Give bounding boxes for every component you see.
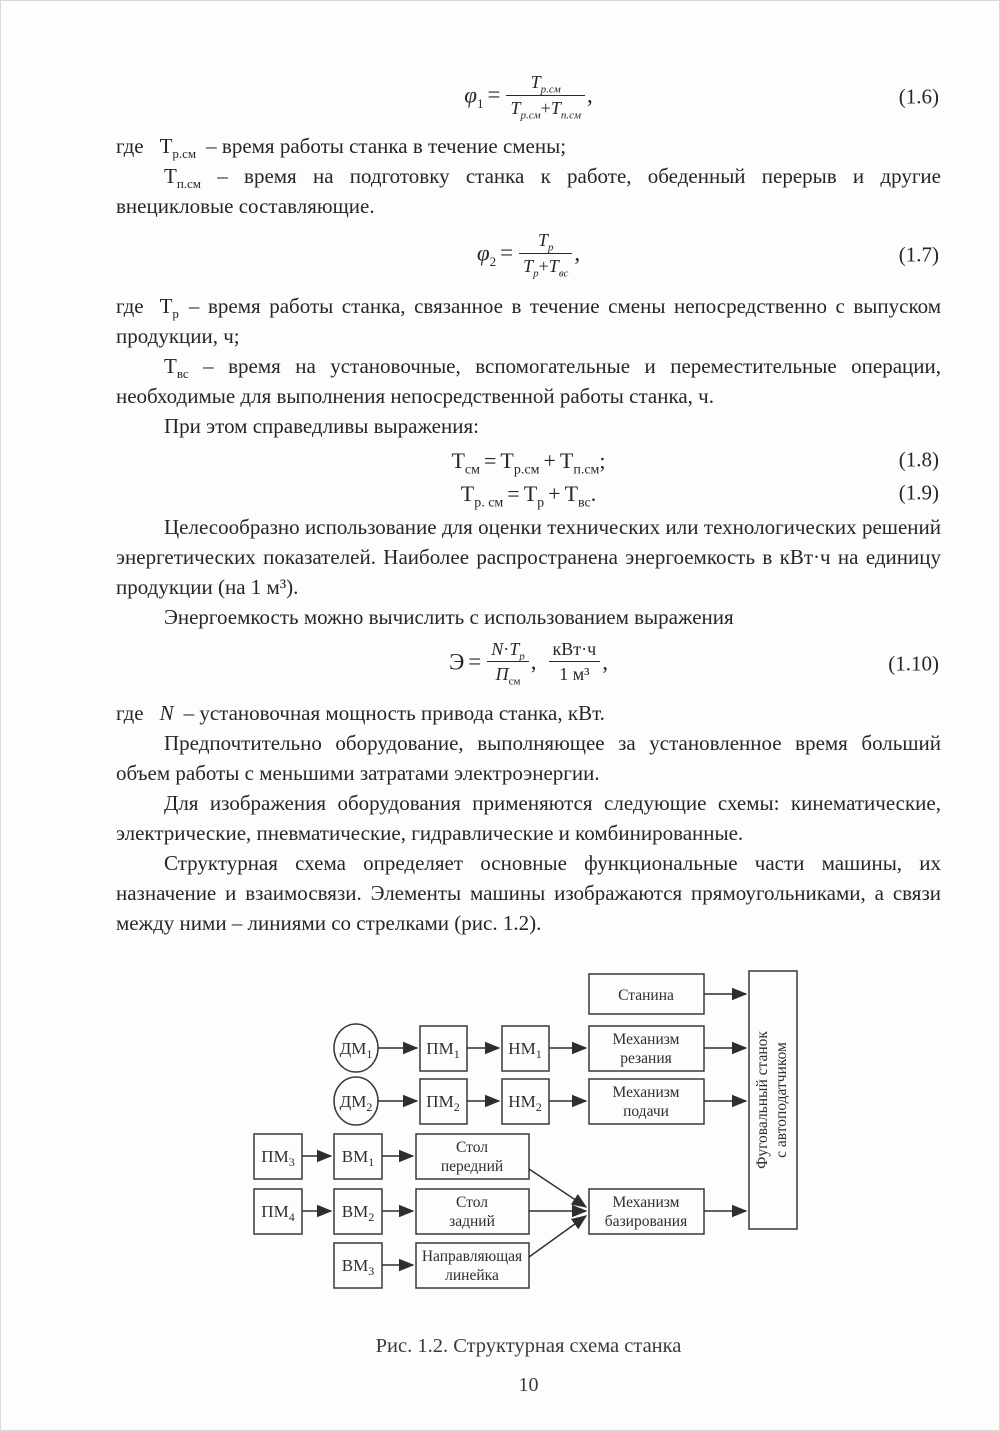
label-nm1: $НМ_1$ bbox=[508, 1038, 542, 1061]
formula-var: П bbox=[495, 664, 509, 685]
formula-subscript: р bbox=[537, 495, 545, 511]
formula-subscript: вс bbox=[176, 366, 189, 382]
formula-var: T bbox=[548, 255, 559, 276]
label-napravlyayushchaya-1: Направляющая bbox=[421, 1247, 523, 1265]
equation-1-8-body bbox=[451, 447, 606, 478]
punctuation: , bbox=[574, 240, 581, 266]
diagram-boxes bbox=[254, 971, 797, 1288]
equals-sign: = bbox=[507, 480, 520, 506]
label-vm2: $ВМ_2$ bbox=[341, 1201, 375, 1224]
formula-subscript: п.см bbox=[573, 462, 600, 478]
label-pm3: $ПМ_3$ bbox=[261, 1146, 295, 1169]
fraction-numerator bbox=[487, 638, 529, 663]
equation-1-6 bbox=[116, 73, 941, 121]
label-stol-peredniy-2: передний bbox=[440, 1157, 504, 1175]
equals-sign: = bbox=[468, 649, 482, 675]
formula-subscript: р.см bbox=[520, 109, 541, 122]
equation-1-10-body bbox=[449, 640, 608, 688]
formula-var: N bbox=[491, 638, 504, 659]
plus-sign: + bbox=[543, 447, 556, 473]
fraction-denominator: 1 м³ bbox=[559, 664, 590, 685]
equals-sign: = bbox=[487, 82, 501, 108]
equation-1-7-body bbox=[477, 231, 580, 279]
label-mech-bazirovaniya-1: Механизм bbox=[612, 1193, 680, 1211]
plus-sign: + bbox=[540, 97, 551, 118]
label-mech-podachi-1: Механизм bbox=[612, 1083, 680, 1101]
formula-var: Э bbox=[449, 649, 465, 675]
label-vm1: $ВМ_1$ bbox=[341, 1146, 375, 1169]
label-pm4: $ПМ_4$ bbox=[261, 1201, 295, 1224]
formula-var: N bbox=[159, 700, 174, 725]
formula-subscript: см bbox=[464, 462, 480, 478]
formula-var: T bbox=[510, 97, 521, 118]
definition-text: – время работы станка в течение смены; bbox=[206, 134, 567, 158]
fraction-denominator bbox=[519, 254, 572, 278]
equals-sign: = bbox=[484, 447, 497, 473]
paragraph-where-t-r bbox=[116, 291, 941, 351]
label-pm1: $ПМ_1$ bbox=[426, 1038, 460, 1061]
equals-sign: = bbox=[500, 240, 514, 266]
arrow-stol-peredniy-bazirovaniya bbox=[529, 1169, 586, 1207]
formula-subscript: п.см bbox=[560, 109, 581, 122]
formula-var: Т bbox=[564, 480, 579, 506]
formula-var: Т bbox=[164, 164, 177, 188]
fraction-denominator bbox=[487, 662, 529, 686]
formula-subscript: р.см bbox=[540, 83, 561, 96]
formula-subscript: 1 bbox=[477, 95, 484, 111]
formula-var: Т bbox=[559, 447, 574, 473]
formula-subscript: вс bbox=[558, 267, 569, 280]
plus-sign: + bbox=[548, 480, 561, 506]
equation-number: (1.6) bbox=[898, 84, 939, 109]
definition-text: – время на установочные, вспомогательные и переместительные операции, необходимые для выполнения непосредственной работы станка, ч. bbox=[116, 354, 941, 408]
formula-var: T bbox=[537, 230, 548, 250]
document-page bbox=[1, 1, 999, 1430]
label-nm2: $НМ_2$ bbox=[508, 1091, 542, 1114]
paragraph-energy-compute: Энергоемкость можно вычислить с использованием выражения bbox=[164, 604, 734, 629]
formula-var: T bbox=[523, 255, 534, 276]
figure-structural-diagram bbox=[244, 966, 941, 1303]
equation-1-6-body bbox=[464, 73, 592, 121]
label-dm1: $ДМ_1$ bbox=[339, 1038, 373, 1061]
equation-1-7 bbox=[116, 231, 941, 279]
formula-subscript: р.см bbox=[172, 146, 197, 162]
diagram-svg bbox=[244, 966, 804, 1298]
formula-var: T bbox=[550, 97, 561, 118]
formula-subscript: р bbox=[172, 306, 179, 322]
label-stol-zadniy-1: Стол bbox=[456, 1193, 488, 1211]
formula-subscript: р.см bbox=[513, 462, 540, 478]
formula-var: Т bbox=[451, 447, 465, 473]
formula-subscript: р bbox=[547, 241, 554, 254]
formula-var: Т bbox=[500, 447, 514, 473]
punctuation: , bbox=[586, 82, 593, 108]
multiplication-dot: · bbox=[503, 638, 510, 659]
fraction bbox=[506, 71, 585, 122]
definition-text: – время работы станка, связанное в течение смены непосредственно с выпуском продукции, ч; bbox=[116, 294, 941, 348]
formula-var: Т bbox=[164, 354, 177, 378]
label-output-line1: Фуговальный станок bbox=[754, 1030, 771, 1169]
fraction-denominator bbox=[506, 96, 585, 120]
lead-word: где bbox=[116, 134, 144, 158]
formula-var: Т bbox=[159, 134, 173, 158]
paragraph-scheme-types: Для изображения оборудования применяются следующие схемы: кинематические, электрические, пневматические, гидравлические и комбинированные. bbox=[116, 790, 941, 845]
formula-subscript: р bbox=[533, 267, 539, 280]
equation-1-10 bbox=[116, 640, 941, 688]
fraction-numerator bbox=[506, 71, 585, 96]
formula-var: T bbox=[530, 72, 541, 92]
equation-1-9 bbox=[116, 479, 941, 511]
formula-var: φ bbox=[464, 82, 477, 108]
fraction-numerator bbox=[519, 229, 572, 254]
figure-caption: Рис. 1.2. Структурная схема станка bbox=[375, 1334, 682, 1357]
arrow-lineyka-bazirovaniya bbox=[529, 1216, 586, 1257]
equation-1-8 bbox=[116, 446, 941, 478]
fraction bbox=[519, 229, 572, 280]
label-pm2: $ПМ_2$ bbox=[426, 1091, 460, 1114]
formula-var: Т bbox=[523, 480, 538, 506]
formula-subscript: вс bbox=[578, 495, 591, 511]
label-mech-podachi-2: подачи bbox=[623, 1102, 669, 1120]
label-dm2: $ДМ_2$ bbox=[339, 1091, 373, 1114]
equation-1-9-body bbox=[460, 480, 597, 511]
formula-subscript: п.см bbox=[176, 176, 202, 192]
formula-var: Т bbox=[460, 480, 475, 506]
fraction bbox=[487, 638, 529, 686]
formula-var: T bbox=[509, 638, 520, 659]
paragraph-intro-expressions: При этом справедливы выражения: bbox=[164, 414, 479, 438]
paragraph-preferable-equipment: Предпочтительно оборудование, выполняющее за установленное время больший объем работы с меньшими затратами электроэнергии. bbox=[116, 730, 941, 785]
paragraph-where-n bbox=[116, 698, 941, 728]
label-napravlyayushchaya-2: линейка bbox=[445, 1266, 499, 1284]
lead-word: где bbox=[116, 294, 144, 318]
formula-subscript: р. см bbox=[474, 495, 504, 511]
formula-var: Т bbox=[159, 294, 173, 318]
equation-number: (1.8) bbox=[898, 447, 939, 472]
paragraph-t-psm bbox=[116, 161, 941, 221]
label-mech-bazirovaniya-2: базирования bbox=[604, 1212, 688, 1230]
formula-subscript: см bbox=[508, 676, 521, 688]
fraction bbox=[549, 638, 601, 686]
plus-sign: + bbox=[538, 255, 549, 276]
label-mech-rezaniya-2: резания bbox=[620, 1049, 672, 1067]
equation-number: (1.7) bbox=[898, 242, 939, 267]
label-vm3: $ВМ_3$ bbox=[341, 1255, 375, 1278]
definition-text: – установочная мощность привода станка, кВт. bbox=[183, 700, 605, 725]
paragraph-energy-indicators: Целесообразно использование для оценки технических или технологических решений энергетических показателей. Наиболее распространена энергоемкость в кВт·ч на единицу продукции (на 1 м³). bbox=[116, 514, 941, 599]
label-stanina: Станина bbox=[618, 986, 674, 1004]
label-mech-rezaniya-1: Механизм bbox=[612, 1030, 680, 1048]
punctuation: ; bbox=[599, 447, 606, 473]
equation-number: (1.10) bbox=[888, 651, 939, 676]
equation-number: (1.9) bbox=[898, 480, 939, 505]
punctuation: . bbox=[590, 480, 597, 506]
formula-subscript: р bbox=[519, 650, 525, 663]
label-stol-zadniy-2: задний bbox=[449, 1212, 495, 1230]
definition-text: – время на подготовку станка к работе, обеденный перерыв и другие внецикловые составляющие. bbox=[116, 164, 941, 218]
fraction-numerator: кВт·ч bbox=[549, 638, 601, 663]
label-stol-peredniy-1: Стол bbox=[456, 1138, 488, 1156]
punctuation: , bbox=[530, 649, 537, 675]
page-number: 10 bbox=[518, 1373, 539, 1396]
label-output-line2: с автоподатчиком bbox=[773, 1042, 790, 1158]
paragraph-where-t-rsm bbox=[116, 131, 941, 161]
lead-word: где bbox=[116, 700, 144, 725]
paragraph-t-vs bbox=[116, 351, 941, 411]
paragraph-structural-scheme: Структурная схема определяет основные функциональные части машины, их назначение и взаимосвязи. Элементы машины изображаются прямоугольниками, а связи между ними – линиями со стрелками (рис. 1.2). bbox=[116, 850, 941, 935]
formula-var: φ bbox=[476, 240, 490, 266]
punctuation: , bbox=[602, 649, 608, 675]
formula-subscript: 2 bbox=[489, 253, 497, 269]
label-output-machine bbox=[754, 1031, 790, 1169]
